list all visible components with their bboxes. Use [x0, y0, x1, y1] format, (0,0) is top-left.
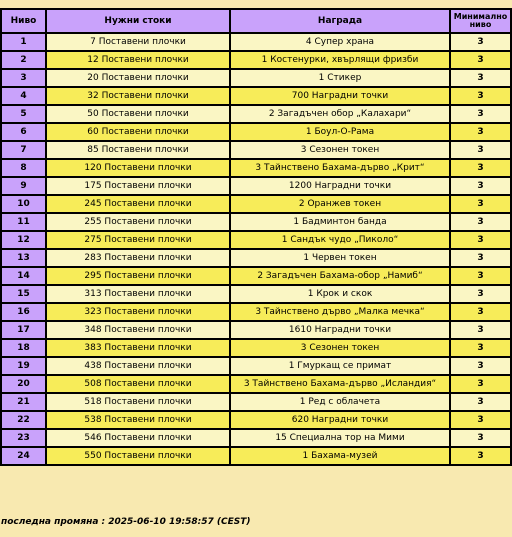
level-cell: 9 [1, 177, 46, 195]
min-level-cell: 3 [450, 177, 511, 195]
reward-cell: 1 Бадминтон банда [230, 213, 450, 231]
table-row [1, 411, 511, 429]
reward-cell: 3 Тайнствено Бахама-дърво „Крит“ [230, 159, 450, 177]
level-cell: 23 [1, 429, 46, 447]
level-cell: 13 [1, 249, 46, 267]
min-level-cell: 3 [450, 285, 511, 303]
min-level-cell: 3 [450, 321, 511, 339]
table-row [1, 123, 511, 141]
level-cell: 14 [1, 267, 46, 285]
needed-goods-cell: 546 Поставени плочки [46, 429, 230, 447]
needed-goods-cell: 438 Поставени плочки [46, 357, 230, 375]
level-cell: 7 [1, 141, 46, 159]
reward-cell: 3 Тайнствено Бахама-дърво „Исландия“ [230, 375, 450, 393]
table-row [1, 159, 511, 177]
level-cell: 18 [1, 339, 46, 357]
reward-cell: 1 Стикер [230, 69, 450, 87]
needed-goods-cell: 85 Поставени плочки [46, 141, 230, 159]
level-cell: 10 [1, 195, 46, 213]
table-row [1, 285, 511, 303]
table-row [1, 195, 511, 213]
level-cell: 6 [1, 123, 46, 141]
level-cell: 24 [1, 447, 46, 465]
level-cell: 4 [1, 87, 46, 105]
level-cell: 21 [1, 393, 46, 411]
reward-cell: 1 Боул-О-Рама [230, 123, 450, 141]
level-cell: 19 [1, 357, 46, 375]
reward-cell: 1 Ред с облачета [230, 393, 450, 411]
levels-table [0, 8, 512, 466]
reward-cell: 3 Тайнствено дърво „Малка мечка“ [230, 303, 450, 321]
min-level-cell: 3 [450, 303, 511, 321]
table-row [1, 213, 511, 231]
min-level-cell: 3 [450, 87, 511, 105]
table-row [1, 141, 511, 159]
needed-goods-cell: 313 Поставени плочки [46, 285, 230, 303]
reward-cell: 1 Гмуркащ се примат [230, 357, 450, 375]
reward-cell: 620 Наградни точки [230, 411, 450, 429]
level-cell: 5 [1, 105, 46, 123]
needed-goods-cell: 550 Поставени плочки [46, 447, 230, 465]
min-level-cell: 3 [450, 429, 511, 447]
needed-goods-cell: 275 Поставени плочки [46, 231, 230, 249]
needed-goods-cell: 295 Поставени плочки [46, 267, 230, 285]
min-level-cell: 3 [450, 159, 511, 177]
min-level-cell: 3 [450, 213, 511, 231]
needed-goods-cell: 538 Поставени плочки [46, 411, 230, 429]
needed-goods-cell: 245 Поставени плочки [46, 195, 230, 213]
min-level-cell: 3 [450, 375, 511, 393]
last-change-footer: последна промяна : 2025-06-10 19:58:57 (CEST) [1, 517, 251, 527]
reward-cell: 2 Оранжев токен [230, 195, 450, 213]
min-level-cell: 3 [450, 339, 511, 357]
table-row [1, 393, 511, 411]
reward-cell: 3 Сезонен токен [230, 339, 450, 357]
table-row [1, 69, 511, 87]
table-row [1, 87, 511, 105]
table-row [1, 447, 511, 465]
min-level-cell: 3 [450, 393, 511, 411]
min-level-cell: 3 [450, 447, 511, 465]
needed-goods-cell: 50 Поставени плочки [46, 105, 230, 123]
level-cell: 1 [1, 33, 46, 51]
table-row [1, 51, 511, 69]
reward-cell: 1610 Наградни точки [230, 321, 450, 339]
table-row [1, 177, 511, 195]
table-row [1, 33, 511, 51]
table-row [1, 375, 511, 393]
level-cell: 3 [1, 69, 46, 87]
needed-goods-cell: 383 Поставени плочки [46, 339, 230, 357]
reward-cell: 1 Сандък чудо „Пиколо“ [230, 231, 450, 249]
min-level-cell: 3 [450, 105, 511, 123]
reward-cell: 700 Наградни точки [230, 87, 450, 105]
table-row [1, 249, 511, 267]
min-level-cell: 3 [450, 123, 511, 141]
needed-goods-cell: 7 Поставени плочки [46, 33, 230, 51]
reward-cell: 1 Бахама-музей [230, 447, 450, 465]
header-reward: Награда [230, 9, 450, 33]
reward-cell: 2 Загадъчен обор „Калахари“ [230, 105, 450, 123]
header-needed-goods: Нужни стоки [46, 9, 230, 33]
needed-goods-cell: 12 Поставени плочки [46, 51, 230, 69]
needed-goods-cell: 348 Поставени плочки [46, 321, 230, 339]
needed-goods-cell: 518 Поставени плочки [46, 393, 230, 411]
min-level-cell: 3 [450, 141, 511, 159]
table-row [1, 429, 511, 447]
reward-cell: 2 Загадъчен Бахама-обор „Намиб“ [230, 267, 450, 285]
reward-cell: 3 Сезонен токен [230, 141, 450, 159]
reward-cell: 15 Специална тор на Мими [230, 429, 450, 447]
reward-cell: 4 Супер храна [230, 33, 450, 51]
min-level-cell: 3 [450, 249, 511, 267]
table-row [1, 321, 511, 339]
min-level-cell: 3 [450, 357, 511, 375]
level-cell: 11 [1, 213, 46, 231]
table-row [1, 267, 511, 285]
header-level: Ниво [1, 9, 46, 33]
min-level-cell: 3 [450, 69, 511, 87]
level-cell: 8 [1, 159, 46, 177]
level-cell: 15 [1, 285, 46, 303]
table-header-row [1, 9, 511, 33]
table-row [1, 339, 511, 357]
reward-cell: 1 Крок и скок [230, 285, 450, 303]
needed-goods-cell: 60 Поставени плочки [46, 123, 230, 141]
table-row [1, 231, 511, 249]
needed-goods-cell: 20 Поставени плочки [46, 69, 230, 87]
min-level-cell: 3 [450, 33, 511, 51]
reward-cell: 1 Костенурки, хвърлящи фризби [230, 51, 450, 69]
level-cell: 17 [1, 321, 46, 339]
level-cell: 2 [1, 51, 46, 69]
level-cell: 22 [1, 411, 46, 429]
needed-goods-cell: 323 Поставени плочки [46, 303, 230, 321]
table-row [1, 303, 511, 321]
reward-cell: 1200 Наградни точки [230, 177, 450, 195]
needed-goods-cell: 283 Поставени плочки [46, 249, 230, 267]
header-min-level: Минимално ниво [450, 9, 511, 33]
level-cell: 16 [1, 303, 46, 321]
reward-cell: 1 Червен токен [230, 249, 450, 267]
table-body [1, 33, 511, 465]
needed-goods-cell: 175 Поставени плочки [46, 177, 230, 195]
min-level-cell: 3 [450, 267, 511, 285]
min-level-cell: 3 [450, 411, 511, 429]
min-level-cell: 3 [450, 51, 511, 69]
needed-goods-cell: 32 Поставени плочки [46, 87, 230, 105]
level-cell: 12 [1, 231, 46, 249]
needed-goods-cell: 255 Поставени плочки [46, 213, 230, 231]
min-level-cell: 3 [450, 231, 511, 249]
needed-goods-cell: 120 Поставени плочки [46, 159, 230, 177]
table-row [1, 357, 511, 375]
level-cell: 20 [1, 375, 46, 393]
min-level-cell: 3 [450, 195, 511, 213]
needed-goods-cell: 508 Поставени плочки [46, 375, 230, 393]
table-row [1, 105, 511, 123]
